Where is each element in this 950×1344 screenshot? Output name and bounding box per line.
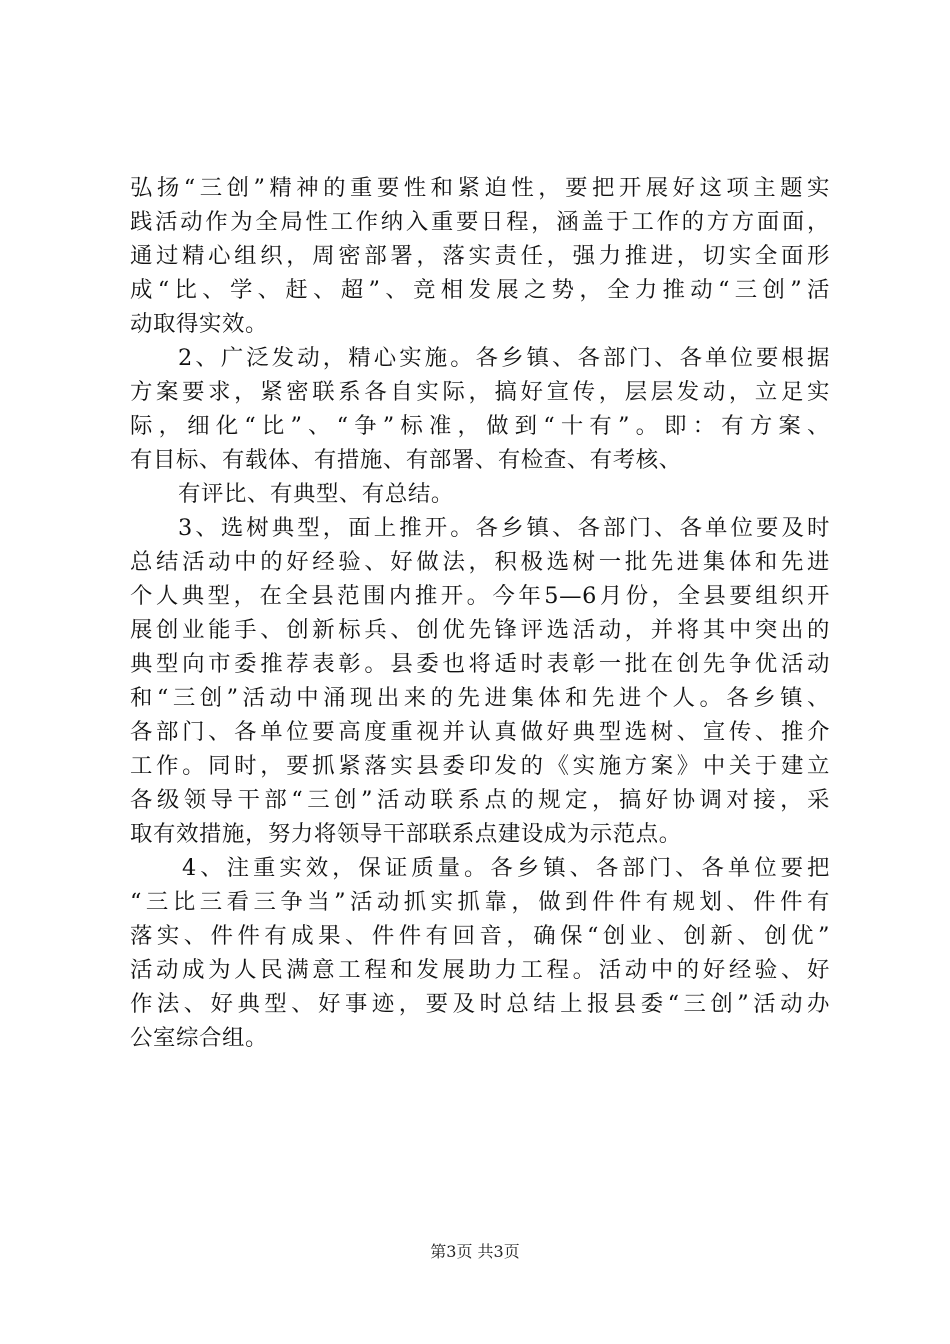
text-line: 际，细化“比”、“争”标准，做到“十有”。即：有方案、 xyxy=(130,413,830,439)
text-line: 和“三创”活动中涌现出来的先进集体和先进个人。各乡镇、 xyxy=(130,685,830,711)
paragraph-start-4: 4、注重实效，保证质量。各乡镇、各部门、各单位要把 xyxy=(182,855,830,881)
text-line: 成“比、学、赶、超”、竞相发展之势，全力推动“三创”活 xyxy=(130,277,830,303)
text-line: 公室综合组。 xyxy=(130,1025,268,1051)
text-line: 工作。同时，要抓紧落实县委印发的《实施方案》中关于建立 xyxy=(130,753,830,779)
text-line: 践活动作为全局性工作纳入重要日程，涵盖于工作的方方面面， xyxy=(130,209,830,235)
text-line: 方案要求，紧密联系各自实际，搞好宣传，层层发动，立足实 xyxy=(130,379,830,405)
text-line: 各部门、各单位要高度重视并认真做好典型选树、宣传、推介 xyxy=(130,719,830,745)
text-line: “三比三看三争当”活动抓实抓靠，做到件件有规划、件件有 xyxy=(130,889,830,915)
text-line: 作法、好典型、好事迹，要及时总结上报县委“三创”活动办 xyxy=(130,991,830,1017)
text-line: 总结活动中的好经验、好做法，积极选树一批先进集体和先进 xyxy=(130,549,830,575)
text-line: 展创业能手、创新标兵、创优先锋评选活动，并将其中突出的 xyxy=(130,617,830,643)
text-line: 有评比、有典型、有总结。 xyxy=(178,481,454,507)
paragraph-start-3: 3、选树典型，面上推开。各乡镇、各部门、各单位要及时 xyxy=(178,515,830,541)
page-number-footer: 第3页 共3页 xyxy=(430,1242,520,1261)
text-line: 活动成为人民满意工程和发展助力工程。活动中的好经验、好 xyxy=(130,957,830,983)
text-line: 通过精心组织，周密部署，落实责任，强力推进，切实全面形 xyxy=(130,243,830,269)
text-line: 落实、件件有成果、件件有回音，确保“创业、创新、创优” xyxy=(130,923,830,949)
text-line: 动取得实效。 xyxy=(130,311,268,337)
text-line: 各级领导干部“三创”活动联系点的规定，搞好协调对接，采 xyxy=(130,787,830,813)
text-line: 个人典型，在全县范围内推开。今年5—6月份，全县要组织开 xyxy=(130,583,830,609)
text-line: 有目标、有载体、有措施、有部署、有检查、有考核、 xyxy=(130,447,682,473)
text-line: 典型向市委推荐表彰。县委也将适时表彰一批在创先争优活动 xyxy=(130,651,830,677)
text-line: 取有效措施，努力将领导干部联系点建设成为示范点。 xyxy=(130,821,682,847)
text-line: 弘扬“三创”精神的重要性和紧迫性，要把开展好这项主题实 xyxy=(130,175,830,201)
paragraph-start-2: 2、广泛发动，精心实施。各乡镇、各部门、各单位要根据 xyxy=(178,345,830,371)
